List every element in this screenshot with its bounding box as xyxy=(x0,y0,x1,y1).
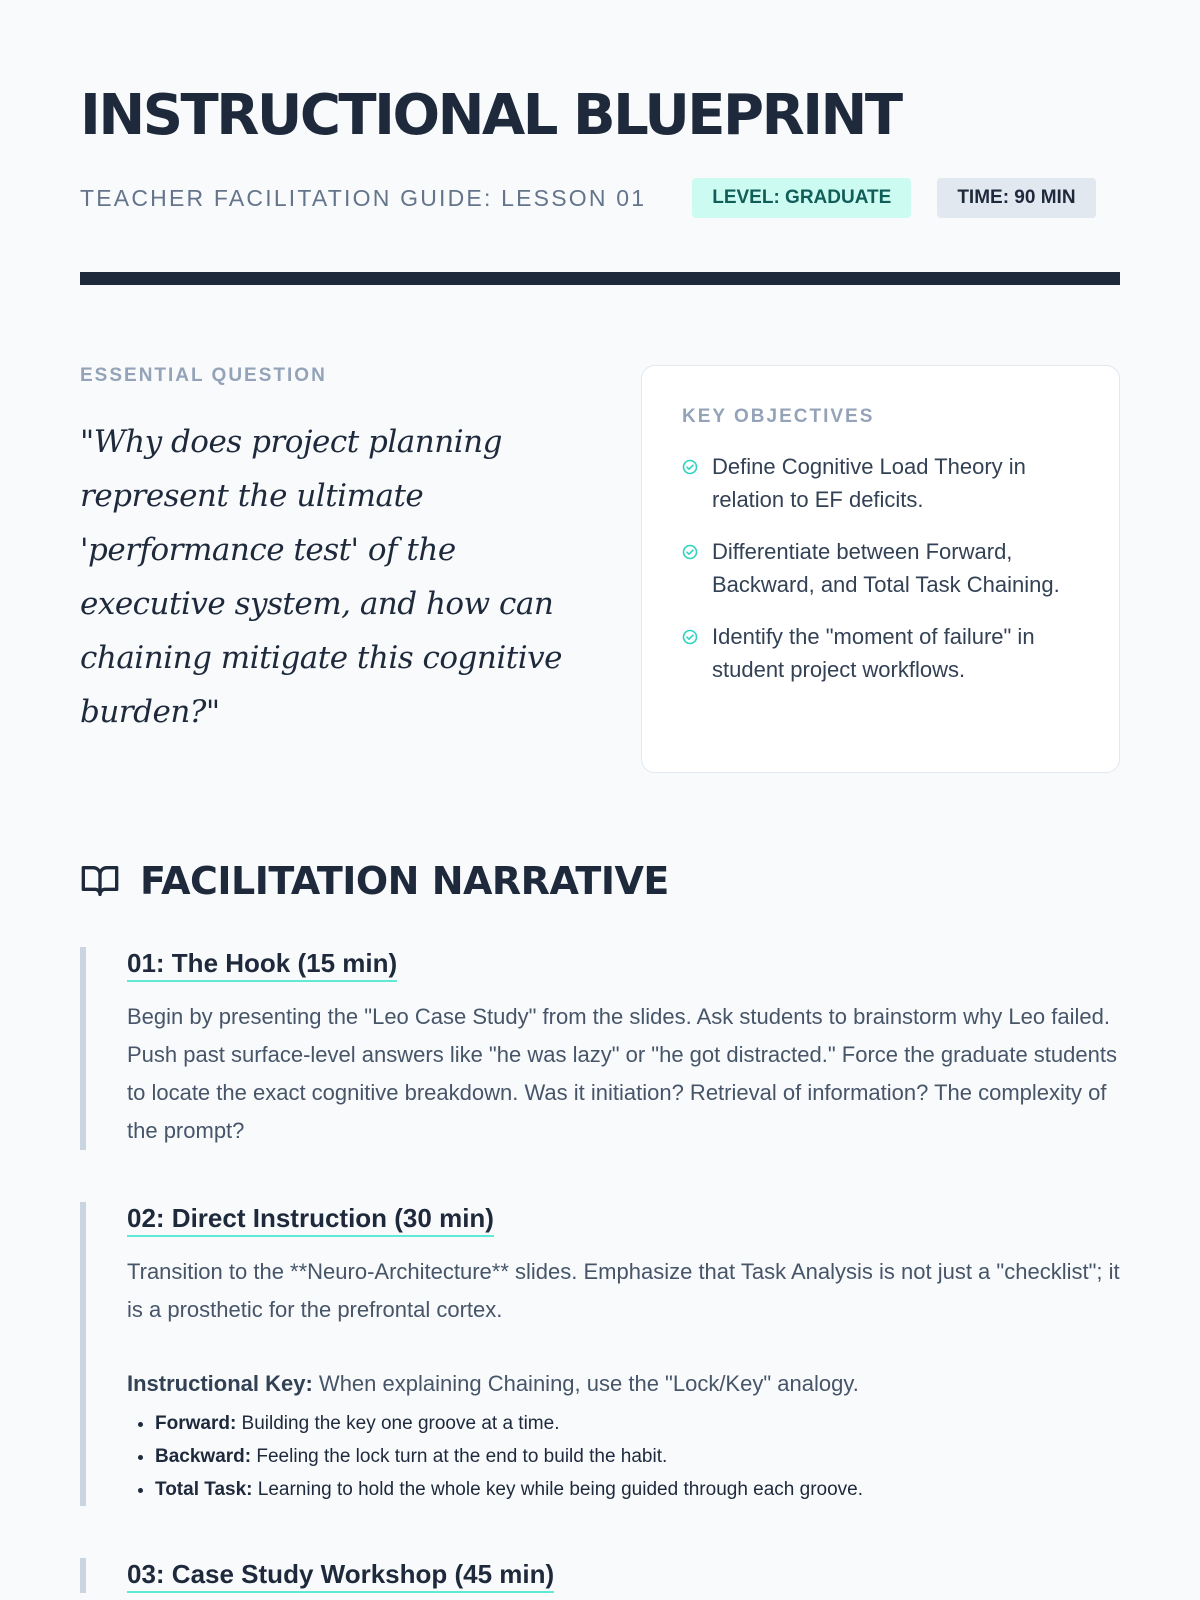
check-circle-icon xyxy=(682,629,698,645)
essential-question-block xyxy=(80,365,590,773)
objective-item xyxy=(682,535,1079,601)
step-title: 01: The Hook (15 min) xyxy=(127,947,397,982)
list-item xyxy=(155,1473,1120,1506)
check-circle-icon xyxy=(682,459,698,475)
narrative-step xyxy=(80,1558,1120,1593)
objectives-label: KEY OBJECTIVES xyxy=(682,406,875,427)
list-item xyxy=(155,1407,1120,1440)
instructional-key-label: Instructional Key: xyxy=(127,1371,313,1396)
bullet-term: Backward: xyxy=(155,1446,252,1467)
objective-item xyxy=(682,450,1079,516)
narrative-step xyxy=(80,947,1120,1150)
objective-text: Identify the "moment of failure" in student project workflows. xyxy=(712,624,1035,682)
step-body: Begin by presenting the "Leo Case Study" from the slides. Ask students to brainstorm why Leo failed. Push past surface-level answers like "he was lazy" or "he got distracted." Force the graduate students to locate the exact cognitive breakdown. Was it initiation? Retrieval of information? The complexity of the prompt? xyxy=(127,1004,1117,1143)
level-badge: LEVEL: GRADUATE xyxy=(692,178,911,218)
chaining-bullets xyxy=(127,1407,1120,1506)
objectives-list xyxy=(682,450,1079,686)
page-title: INSTRUCTIONAL BLUEPRINT xyxy=(80,83,901,148)
narrative-step xyxy=(80,1202,1120,1506)
book-open-icon xyxy=(80,861,120,901)
essential-question-label: ESSENTIAL QUESTION xyxy=(80,365,327,386)
objective-text: Differentiate between Forward, Backward, and Total Task Chaining. xyxy=(712,539,1060,597)
instructional-key xyxy=(127,1365,1120,1403)
header-divider xyxy=(80,272,1120,285)
essential-question-text: "Why does project planning represent the ultimate 'performance test' of the executive system, and how can chaining mitigate this cognitive burden?" xyxy=(80,424,563,730)
intro-section xyxy=(80,365,1120,773)
bullet-term: Total Task: xyxy=(155,1479,253,1500)
step-title: 03: Case Study Workshop (45 min) xyxy=(127,1558,554,1593)
bullet-term: Forward: xyxy=(155,1413,237,1434)
objective-text: Define Cognitive Load Theory in relation to EF deficits. xyxy=(712,454,1026,512)
check-circle-icon xyxy=(682,544,698,560)
meta-row xyxy=(80,178,1120,218)
list-item xyxy=(155,1440,1120,1473)
bullet-text: Building the key one groove at a time. xyxy=(236,1413,560,1434)
narrative-title: FACILITATION NARRATIVE xyxy=(140,859,669,903)
bullet-text: Feeling the lock turn at the end to build the habit. xyxy=(251,1446,668,1467)
time-badge: TIME: 90 MIN xyxy=(937,178,1095,218)
instructional-key-text: When explaining Chaining, use the "Lock/Key" analogy. xyxy=(312,1371,859,1396)
narrative-heading xyxy=(80,859,1120,903)
step-title: 02: Direct Instruction (30 min) xyxy=(127,1202,494,1237)
step-body: Transition to the **Neuro-Architecture** slides. Emphasize that Task Analysis is not just a "checklist"; it is a prosthetic for the prefrontal cortex. xyxy=(127,1259,1120,1322)
guide-subtitle: TEACHER FACILITATION GUIDE: LESSON 01 xyxy=(80,184,647,211)
objective-item xyxy=(682,620,1079,686)
bullet-text: Learning to hold the whole key while being guided through each groove. xyxy=(252,1479,864,1500)
objectives-card xyxy=(641,365,1120,773)
